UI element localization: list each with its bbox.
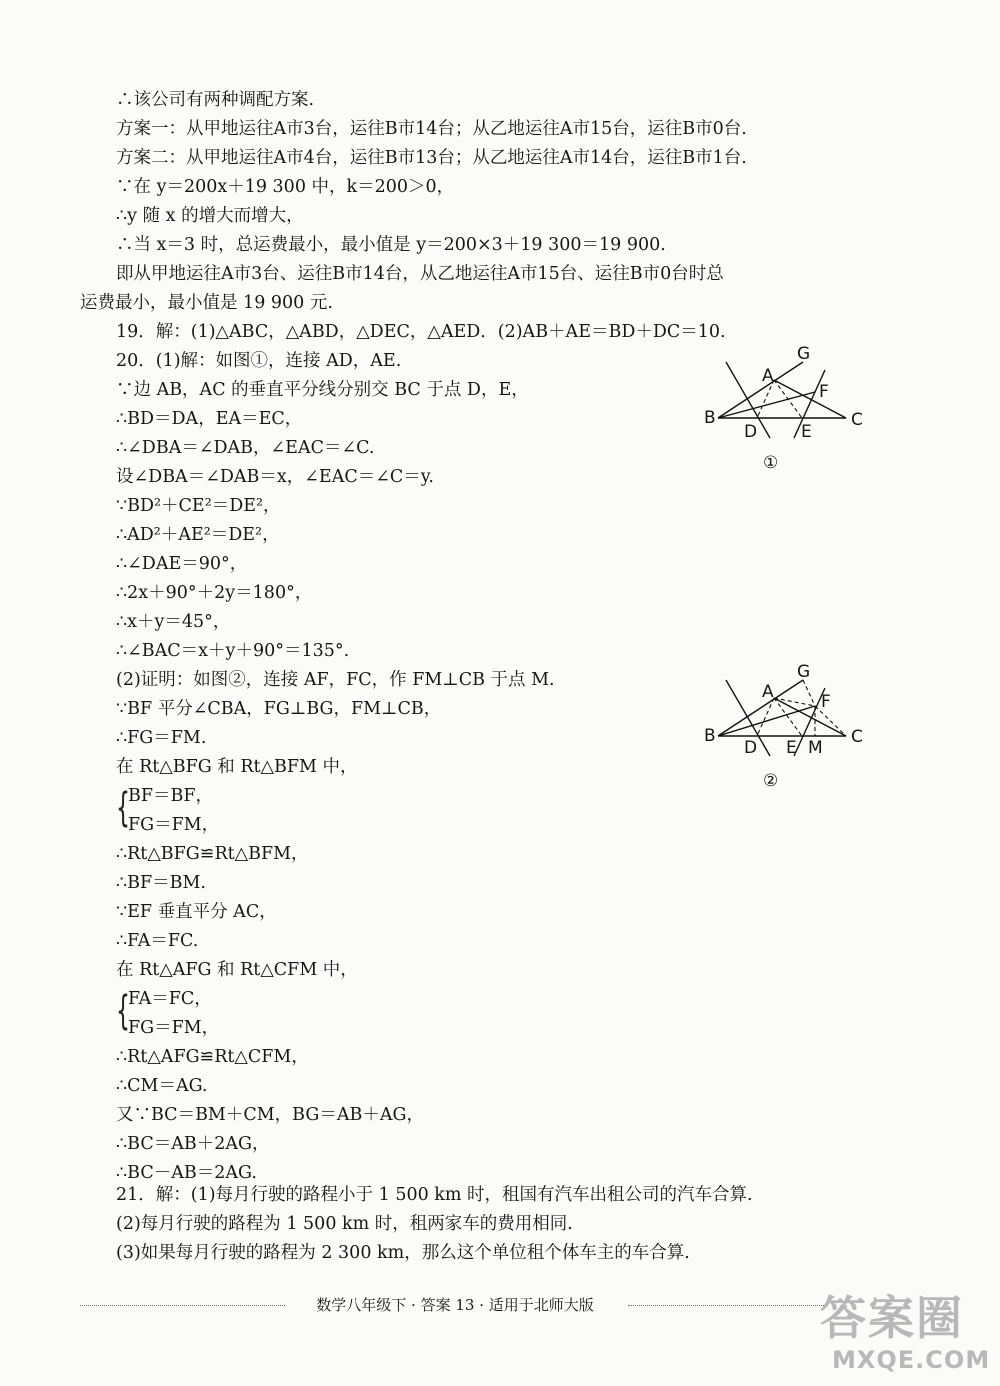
- line-ac: [774, 380, 846, 418]
- point-label: A: [762, 682, 774, 702]
- point-label: E: [786, 738, 797, 758]
- figure-caption: ②: [763, 771, 779, 791]
- text-line: ∴x＋y＝45°，: [116, 612, 231, 632]
- point-label: G: [797, 344, 811, 364]
- text-line: ∴BC－AB＝2AG.: [116, 1163, 257, 1183]
- text-line: BF＝BF，: [128, 786, 214, 806]
- line-ac: [774, 698, 846, 736]
- text-line: FG＝FM，: [128, 1018, 220, 1038]
- text-line: ∴BC＝AB＋2AG，: [116, 1134, 270, 1154]
- text-line: 20．(1)解：如图①，连接 AD，AE.: [116, 351, 402, 371]
- point-label: M: [808, 738, 823, 758]
- text-line: 21．解：(1)每月行驶的路程小于 1 500 km 时，租国有汽车出租公司的汽车合算.: [116, 1185, 753, 1205]
- text-line: 即从甲地运往A市3台、运往B市14台，从乙地运往A市15台、运往B市0台时总: [116, 264, 724, 284]
- text-line: FA＝FC，: [128, 989, 212, 1009]
- text-line: FG＝FM，: [128, 815, 220, 835]
- text-line: ∴2x＋90°＋2y＝180°，: [116, 583, 313, 603]
- text-line: (2)每月行驶的路程为 1 500 km 时，租两家车的费用相同.: [116, 1214, 573, 1234]
- brace-icon: {: [116, 785, 130, 831]
- point-label: F: [821, 692, 831, 712]
- text-line: 在 Rt△AFG 和 Rt△CFM 中，: [116, 960, 358, 980]
- text-line: ∴Rt△BFG≌Rt△BFM，: [116, 844, 309, 864]
- point-label: C: [851, 410, 863, 430]
- text-line: ∴∠DBA＝∠DAB，∠EAC＝∠C.: [116, 438, 375, 458]
- point-label: D: [744, 738, 758, 758]
- brace-icon: {: [116, 988, 130, 1034]
- text-line: ∵在 y＝200x＋19 300 中，k＝200＞0，: [116, 177, 455, 197]
- line-bf: [718, 706, 815, 736]
- figure-2: [700, 660, 870, 800]
- text-line: ∵边 AB，AC 的垂直平分线分别交 BC 于点 D，E，: [116, 380, 529, 400]
- point-label: F: [819, 382, 829, 402]
- text-line: 运费最小，最小值是 19 900 元.: [80, 293, 333, 313]
- text-line: ∴BD＝DA，EA＝EC，: [116, 409, 303, 429]
- text-line: ∴FA＝FC.: [116, 931, 199, 951]
- dashed-ae: [774, 380, 802, 418]
- point-label: E: [801, 422, 812, 442]
- point-label: D: [744, 422, 758, 442]
- text-line: ∴∠DAE＝90°，: [116, 554, 248, 574]
- page-footer: 数学八年级下 · 答案 13 · 适用于北师大版: [316, 1296, 594, 1314]
- watermark-url: MXQE.COM: [832, 1346, 991, 1374]
- figure-1-diagram: [700, 340, 870, 450]
- text-line: ∵BD²＋CE²＝DE²，: [116, 496, 281, 516]
- point-label: G: [797, 662, 811, 682]
- text-line: ∴∠BAC＝x＋y＋90°＝135°.: [116, 641, 350, 661]
- text-line: 方案一：从甲地运往A市3台，运往B市14台；从乙地运往A市15台，运往B市0台.: [116, 119, 747, 139]
- point-label: B: [704, 726, 716, 746]
- text-line: (2)证明：如图②，连接 AF，FC，作 FM⊥CB 于点 M.: [116, 670, 555, 690]
- figure-1: [700, 340, 870, 480]
- point-label: B: [704, 408, 716, 428]
- watermark-logo: 答案圈: [820, 1291, 964, 1345]
- text-line: 又∵BC＝BM＋CM，BG＝AB＋AG，: [116, 1105, 424, 1125]
- text-line: ∴Rt△AFG≌Rt△CFM，: [116, 1047, 309, 1067]
- text-line: 设∠DBA＝∠DAB＝x，∠EAC＝∠C＝y.: [116, 467, 434, 487]
- footer-divider-right: [628, 1305, 828, 1306]
- text-line: ∵EF 垂直平分 AC，: [116, 902, 277, 922]
- text-line: ∴AD²＋AE²＝DE²，: [116, 525, 280, 545]
- text-line: (3)如果每月行驶的路程为 2 300 km，那么这个单位租个体车主的车合算.: [116, 1243, 690, 1263]
- text-line: ∴y 随 x 的增大而增大，: [116, 206, 304, 226]
- text-line: ∴FG＝FM.: [116, 728, 207, 748]
- text-line: ∴当 x＝3 时，总运费最小，最小值是 y＝200×3＋19 300＝19 900.: [116, 235, 666, 255]
- text-line: 在 Rt△BFG 和 Rt△BFM 中，: [116, 757, 358, 777]
- dashed-ad: [757, 698, 774, 736]
- figure-caption: ①: [763, 453, 779, 473]
- figure-2-diagram: [700, 660, 870, 770]
- dashed-fg: [803, 680, 815, 706]
- point-label: C: [851, 727, 863, 747]
- text-line: 方案二：从甲地运往A市4台，运往B市13台；从乙地运往A市14台，运往B市1台.: [116, 148, 747, 168]
- text-line: 19．解：(1)△ABC，△ABD，△DEC，△AED．(2)AB＋AE＝BD＋DC＝10.: [116, 322, 726, 342]
- text-line: ∴CM＝AG.: [116, 1076, 208, 1096]
- point-label: A: [762, 366, 774, 386]
- text-line: ∴BF＝BM.: [116, 873, 206, 893]
- text-line: ∴该公司有两种调配方案.: [116, 90, 315, 110]
- text-line: ∵BF 平分∠CBA，FG⊥BG，FM⊥CB，: [116, 699, 442, 719]
